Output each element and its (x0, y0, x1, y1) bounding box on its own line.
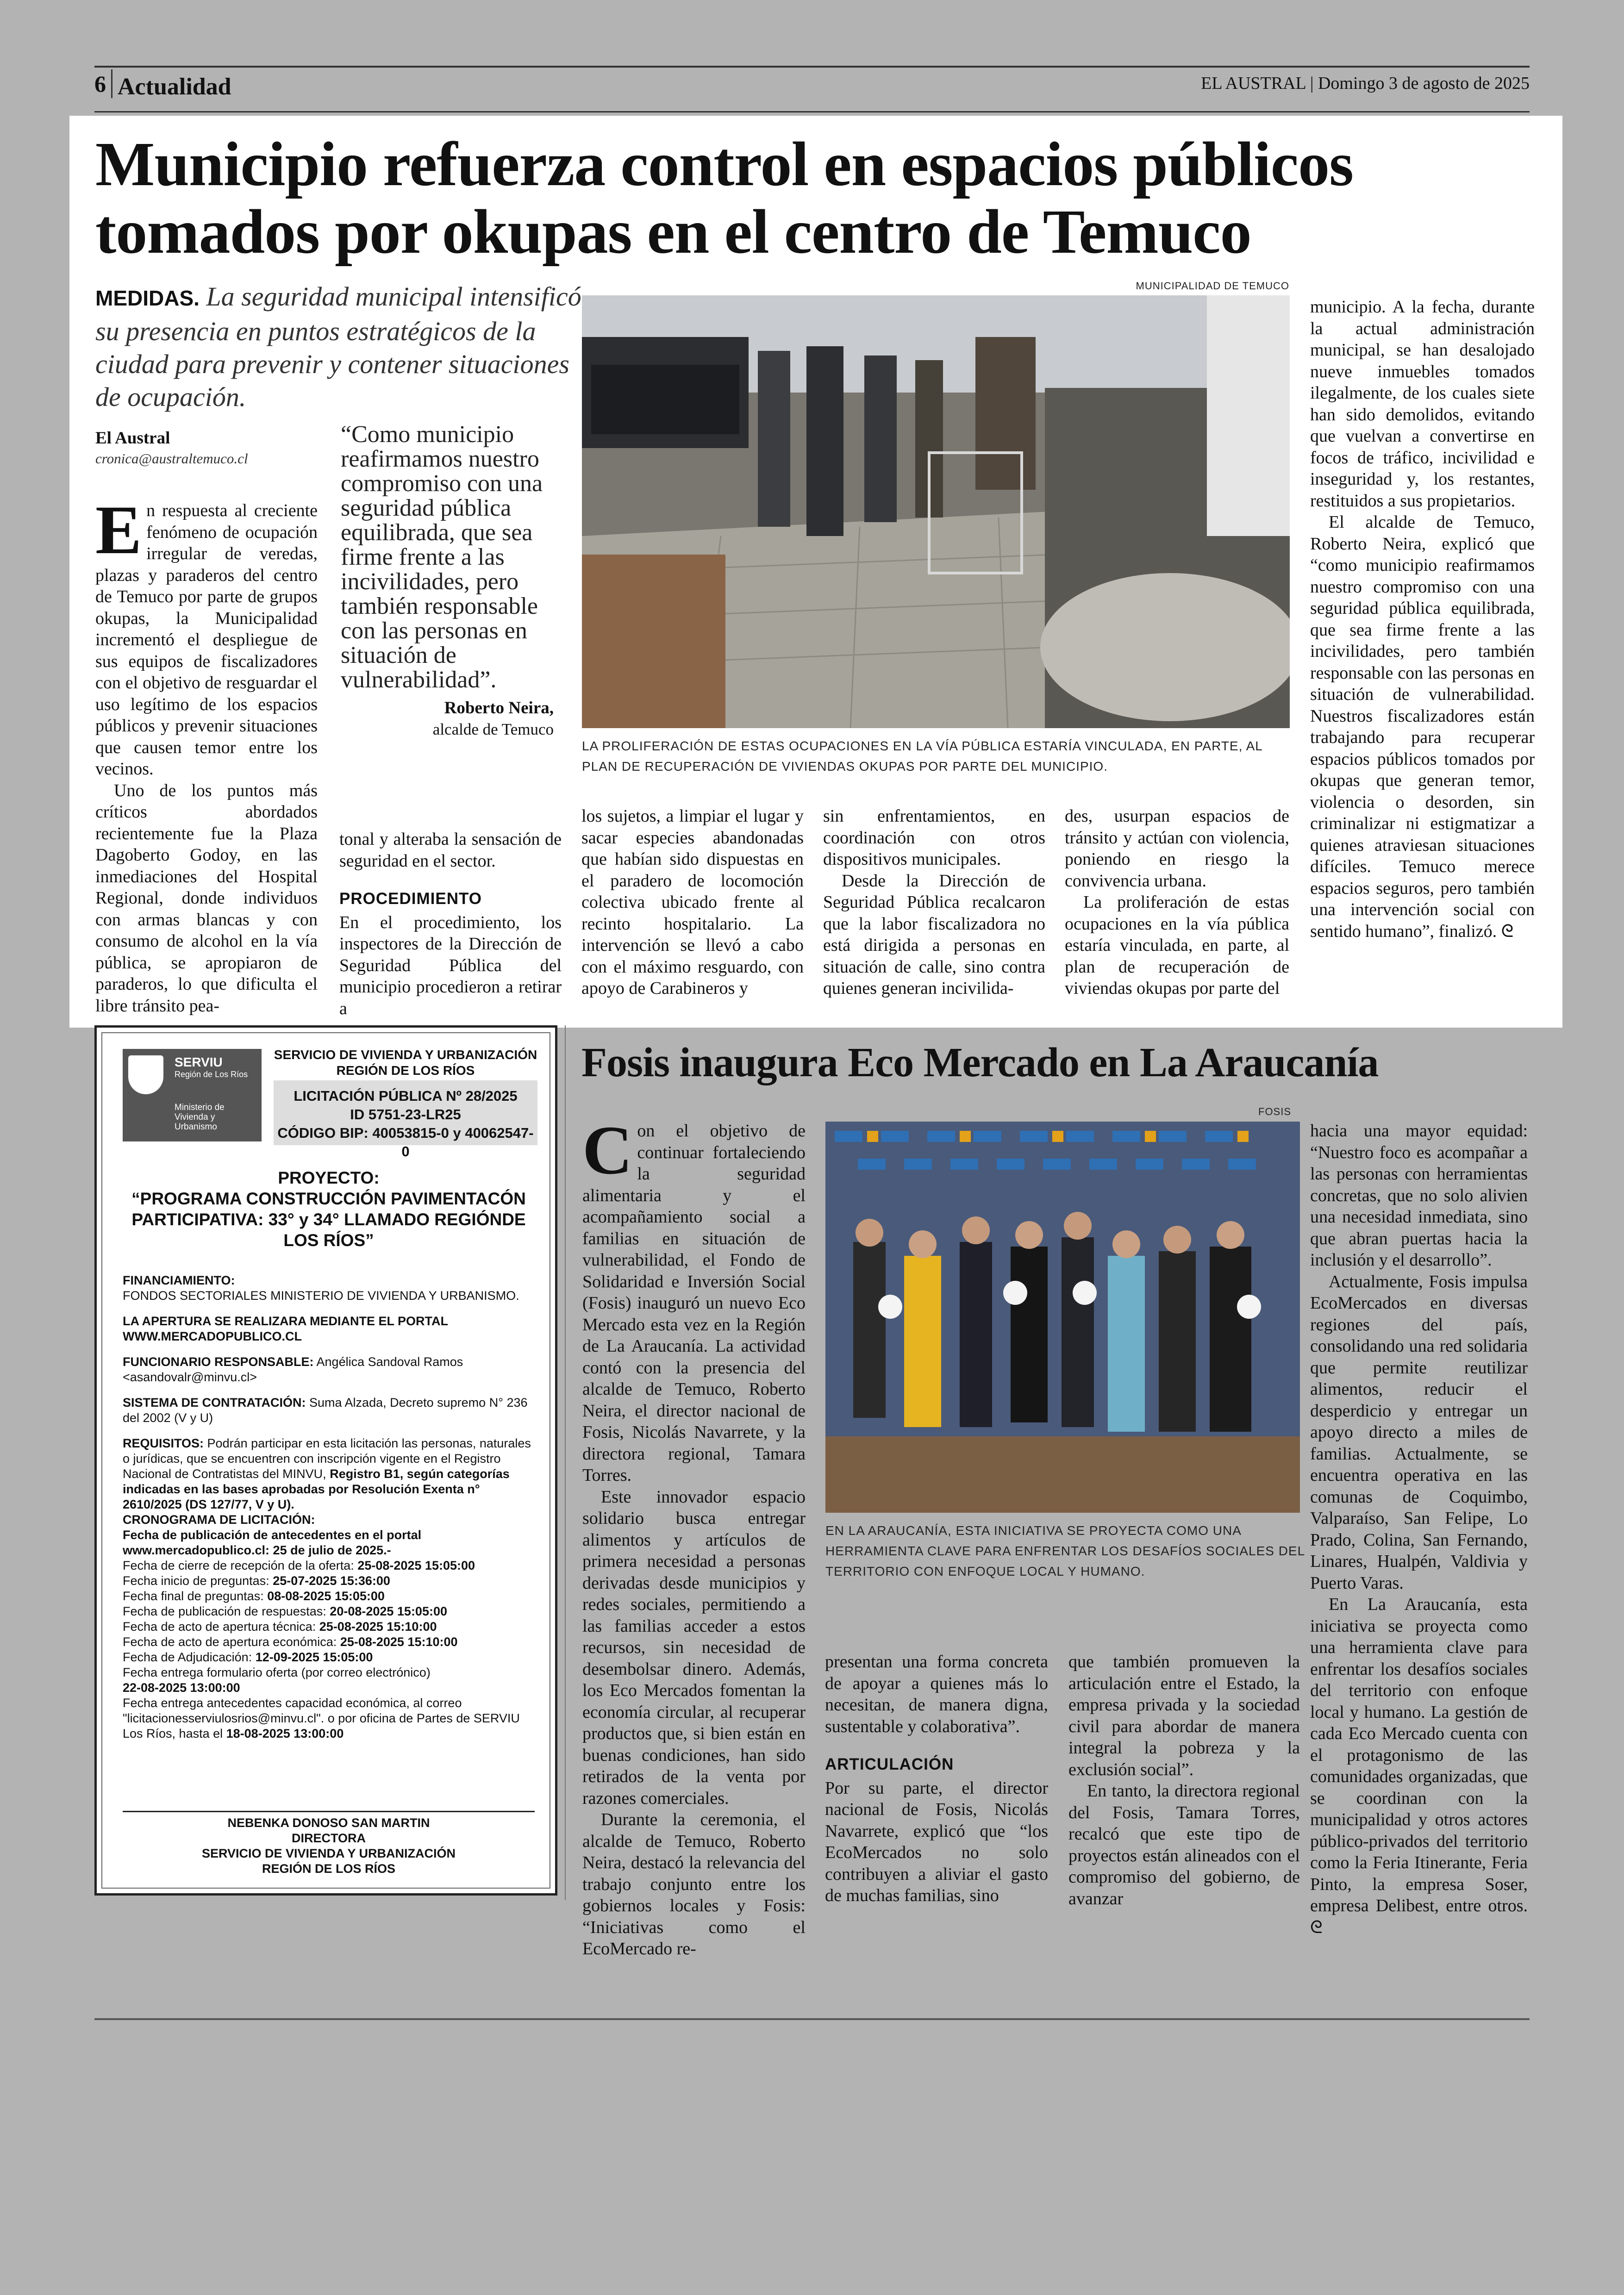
schedule-row-label: Fecha final de preguntas: (123, 1589, 264, 1603)
signer-service: SERVICIO DE VIVIENDA Y URBANIZACIÓN (201, 1846, 456, 1860)
paragraph: los sujetos, a limpiar el lugar y sacar especies abandonadas que habían sido dispuestas en el paradero de locomoción colectiva ubicado frente al recinto hospitalario. La intervención se llevó a cabo con el máximo resguardo, con apoyo de Carabineros y (581, 806, 804, 998)
portal-note[interactable]: LA APERTURA SE REALIZARA MEDIANTE EL PORTAL WWW.MERCADOPUBLICO.CL (123, 1314, 448, 1343)
paragraph: des, usurpan espacios de tránsito y actúan con violencia, poniendo en riesgo la convivencia urbana. (1065, 806, 1289, 891)
schedule-row-value: 25-07-2025 15:36:00 (273, 1574, 390, 1588)
paragraph: Por su parte, el director nacional de Fosis, Nicolás Navarrete, explicó que “los EcoMercados no solo contribuyen a aliviar el gasto de muchas familias, sino (825, 1778, 1048, 1905)
street-photo (582, 295, 1290, 728)
paragraph: En el procedimiento, los inspectores de la Dirección de Seguridad Pública del municipio procedieron a retirar a (339, 912, 562, 1018)
event-photo (825, 1122, 1300, 1513)
form-delivery-value: 22-08-2025 13:00:00 (123, 1681, 240, 1695)
paragraph: Este innovador espacio solidario busca entregar alimentos y artículos de primera necesidad a personas derivadas desde municipios y redes sociales, permitiendo a las familias acceder a estos recursos, sin necesidad de desembolsar dinero. Además, los Eco Mercados fomentan la economía circular, al recuperar productos que, si bien están en buenas condiciones, han sido retirados de la venta por razones comerciales. (582, 1487, 806, 1808)
photo-caption: EN LA ARAUCANÍA, ESTA INICIATIVA SE PROYECTA COMO UNA HERRAMIENTA CLAVE PARA ENFRENTAR LOS DESAFÍOS SOCIALES DEL TERRITORIO CON ENFOQUE LOCAL Y HUMANO. (825, 1523, 1305, 1578)
article-column-5 (1065, 805, 1289, 999)
paragraph: presentan una forma concreta de apoyar a quienes más lo necesitan, de manera digna, sustentable y colaborativa”. (825, 1652, 1048, 1736)
article-eco-mercado (569, 1025, 1532, 1958)
schedule-row-value: 25-08-2025 15:10:00 (319, 1620, 437, 1634)
header-rule (94, 111, 1530, 112)
form-delivery-label: Fecha entrega formulario oferta (por correo electrónico) (123, 1665, 431, 1679)
paragraph: hacia una mayor equidad: “Nuestro foco es acompañar a las personas con herramientas concretas, que no solo alivien una necesidad inmediata, sino que abran puertas hacia la inclusión y el desarrollo”. (1310, 1121, 1528, 1270)
tender-notice (94, 1025, 557, 1896)
article-column-3 (1068, 1651, 1300, 1909)
paragraph: Uno de los puntos más críticos abordados recientemente fue la Plaza Dagoberto Godoy, en las inmediaciones del Hospital Regional, donde individuos con armas blancas y con consumo de alcohol en la vía pública, se apropiaron de paraderos, lo que dificulta el libre tránsito pea- (95, 780, 318, 1016)
schedule-row-value: 08-08-2025 15:05:00 (267, 1589, 385, 1603)
coat-of-arms-icon (128, 1055, 163, 1094)
article-column-2 (339, 829, 562, 1019)
signature-block (123, 1815, 535, 1877)
signer-name: NEBENKA DONOSO SAN MARTIN (227, 1816, 430, 1830)
article-column-3 (581, 805, 804, 999)
schedule-row-label: Fecha inicio de preguntas: (123, 1574, 269, 1588)
schedule-row-label: Fecha de acto de apertura técnica: (123, 1620, 316, 1634)
signer-role: DIRECTORA (291, 1831, 366, 1845)
end-mark-icon: ᘓ (1501, 921, 1514, 941)
quote-author: Roberto Neira, (444, 698, 554, 717)
capacity-value: 18-08-2025 13:00:00 (226, 1727, 344, 1740)
paragraph: Durante la ceremonia, el alcalde de Temuco, Roberto Neira, destacó la relevancia del trabajo conjunto entre los gobiernos locales y Fosis: “Iniciativas como el EcoMercado re- (582, 1810, 806, 1958)
tender-identifiers (274, 1080, 537, 1160)
photo-credit: MUNICIPALIDAD DE TEMUCO (1136, 280, 1289, 292)
masthead-date (1201, 73, 1530, 94)
paragraph: tonal y alteraba la sensación de seguridad en el sector. (339, 829, 562, 871)
event-photo-image (825, 1122, 1300, 1513)
page-number: 6 (94, 71, 106, 97)
tender-id: ID 5751-23-LR25 (350, 1106, 461, 1123)
byline-email[interactable]: cronica@australtemuco.cl (95, 450, 248, 467)
requirements-bold: Registro B1, según categorías indicadas en las bases aprobadas por Resolución Exenta n° 2610/2025 (DS 127/77, V y U). (123, 1467, 510, 1511)
schedule-row (123, 1650, 535, 1665)
responsible-officer (123, 1354, 535, 1385)
paragraph: La proliferación de estas ocupaciones en la vía pública estaría vinculada, en parte, al plan de recuperación de viviendas okupas por parte del (1065, 892, 1289, 998)
bottom-rule (94, 2018, 1530, 2020)
subhead: PROCEDIMIENTO (339, 890, 482, 908)
masthead-divider: | (1310, 74, 1318, 93)
paragraph-text: En La Araucanía, esta iniciativa se proyecta como una herramienta clave para enfrentar los desafíos sociales del territorio con enfoque local y humano. La gestión de cada Eco Mercado cuenta con el protagonismo de las comunidades organizadas, que se coordinan con la municipalidad y otros actores público-privados del territorio como la Feria Itinerante, Feria Pinto, la empresa Soser, empresa Delibest, entre otros. (1310, 1595, 1528, 1915)
issue-date: Domingo 3 de agosto de 2025 (1318, 74, 1530, 93)
paragraph (1310, 1594, 1528, 1938)
schedule-row-label: Fecha de Adjudicación: (123, 1650, 252, 1664)
bip-code: CÓDIGO BIP: 40053815-0 y 40062547-0 (277, 1125, 534, 1160)
notice-body (123, 1273, 535, 1741)
article-title: Fosis inaugura Eco Mercado en La Araucanía (581, 1040, 1379, 1085)
capacity-delivery (123, 1696, 535, 1741)
paragraph-text: El alcalde de Temuco, Roberto Neira, explicó que “como municipio reafirmamos nuestro compromiso con una seguridad pública equilibrada, que sea firme frente a las incivilidades, pero también responsable con las personas en situación de vulnerabilidad. Nuestros fiscalizadores están trabajando para recuperar espacios públicos tomados por okupas que generan temor, violencia o desorden, sin criminalizar ni estigmatizar a quienes atraviesan situaciones difíciles. Temuco merece espacios seguros, pero también una intervención social con sentido humano”, finalizó. (1310, 512, 1535, 941)
system-text: Suma Alzada, Decreto supremo N° 236 del 2002 (V y U) (123, 1396, 528, 1425)
end-mark-icon: ᘓ (1310, 1917, 1323, 1937)
capacity-text: Fecha entrega antecedentes capacidad económica, al correo "licitacionesserviulosrios@minvu.cl". o por oficina de Partes de SERVIU Los Ríos, hasta el (123, 1696, 520, 1740)
project-title (123, 1167, 535, 1251)
schedule-row (123, 1604, 535, 1619)
schedule-row-label: Fecha de acto de apertura económica: (123, 1635, 337, 1649)
notice-header: SERVICIO DE VIVIENDA Y URBANIZACIÓN REGIÓN DE LOS RÍOS (274, 1048, 537, 1078)
paragraph: sin enfrentamientos, en coordinación con otros dispositivos municipales. (823, 806, 1045, 869)
article-column-2 (825, 1651, 1048, 1907)
logo-ministry: Ministerio de Vivienda y Urbanismo (175, 1103, 225, 1132)
financing-label: FINANCIAMIENTO: (123, 1273, 235, 1287)
schedule-publication: Fecha de publicación de antecedentes en el portal www.mercadopublico.cl: 25 de julio de 2025.- (123, 1528, 422, 1557)
project-name: “PROGRAMA CONSTRUCCIÓN PAVIMENTACÓN PARTICIPATIVA: 33° y 34° LLAMADO REGIÓNDE LOS RÍOS” (131, 1189, 526, 1250)
logo-region: Región de Los Ríos (175, 1070, 248, 1079)
logo-title: SERVIU (175, 1055, 223, 1069)
schedule-list (123, 1558, 535, 1741)
schedule-row (123, 1573, 535, 1589)
kicker-label: MEDIDAS. (95, 286, 200, 310)
paragraph: Desde la Dirección de Seguridad Pública recalcaron que la labor fiscalizadora no está dirigida a personas en situación de calle, sino contra quienes generan incivilida- (823, 871, 1045, 998)
drop-cap: E (95, 492, 142, 568)
top-rule (94, 66, 1530, 68)
schedule-label: CRONOGRAMA DE LICITACIÓN: (123, 1513, 315, 1527)
schedule-row-label: Fecha de publicación de respuestas: (123, 1604, 326, 1618)
tender-number: LICITACIÓN PÚBLICA Nº 28/2025 (294, 1088, 518, 1104)
article-column-6 (1310, 296, 1535, 942)
requirements-text: Podrán participar en esta licitación las personas, naturales o jurídicas, que se encuentren con inscripción vigente en el Registro Nacional de Contratistas del MINVU, (123, 1436, 531, 1481)
schedule-row-value: 12-09-2025 15:05:00 (255, 1650, 373, 1664)
byline-author: El Austral (95, 429, 170, 448)
page-number-divider (111, 69, 112, 98)
financing-text: FONDOS SECTORIALES MINISTERIO DE VIVIENDA Y URBANISMO. (123, 1289, 519, 1303)
schedule-row-value: 25-08-2025 15:05:00 (357, 1559, 475, 1572)
pull-quote: “Como municipio reafirmamos nuestro compromiso con una seguridad pública equilibrada, que sea firme frente a las incivilidades, pero también responsable con las personas en situación de vulnerabilidad”. (341, 421, 543, 693)
requirements-label: REQUISITOS: (123, 1436, 204, 1450)
schedule-row (123, 1619, 535, 1634)
paragraph: municipio. A la fecha, durante la actual administración municipal, se han desalojado nueve inmuebles tomados ilegalmente, de los cuales siete han sido demolidos, evitando que vuelvan a convertirse en focos de tráfico, incivilidad e inseguridad y, los restantes, restituidos a sus propietarios. (1310, 297, 1535, 511)
system-label: SISTEMA DE CONTRATACIÓN: (123, 1396, 306, 1409)
paragraph (1310, 511, 1535, 942)
financing (123, 1273, 535, 1303)
subhead: ARTICULACIÓN (825, 1755, 954, 1773)
article-column-4 (1310, 1120, 1528, 1938)
article-column-4 (823, 805, 1045, 999)
article-column-1 (582, 1112, 806, 1960)
schedule-row-value: 20-08-2025 15:05:00 (330, 1604, 447, 1618)
schedule-row (123, 1634, 535, 1650)
paragraph: on el objetivo de continuar fortaleciendo la seguridad alimentaria y el acompañamiento social a familias en situación de vulnerabilidad, el Fondo de Solidaridad e Inversión Social (Fosis) inauguró un nuevo Eco Mercado esta vez en la Región de La Araucanía. La actividad contó con la presencia del alcalde de Temuco, Roberto Neira, el director nacional de Fosis, Nicolás Navarrete, y la directora regional, Tamara Torres. (582, 1121, 806, 1485)
schedule-row (123, 1589, 535, 1604)
logo-name (175, 1056, 248, 1080)
section-name: Actualidad (118, 74, 231, 100)
street-photo-image (582, 295, 1290, 728)
photo-caption: LA PROLIFERACIÓN DE ESTAS OCUPACIONES EN LA VÍA PÚBLICA ESTARÍA VINCULADA, EN PARTE, AL PLAN DE RECUPERACIÓN DE VIVIENDAS OKUPAS POR PARTE DEL MUNICIPIO. (582, 739, 1262, 773)
quote-author-role: alcalde de Temuco (432, 720, 554, 738)
photo-credit: FOSIS (1258, 1106, 1292, 1117)
article-title: Municipio refuerza control en espacios públicos tomados por okupas en el centro de Temuco (95, 130, 1354, 267)
paragraph: En tanto, la directora regional del Fosis, Tamara Torres, recalcó que este tipo de proyectos están alineados con el compromiso del gobierno, de avanzar (1068, 1781, 1300, 1908)
officer-label: FUNCIONARIO RESPONSABLE: (123, 1355, 314, 1369)
article-okupas (69, 116, 1562, 1028)
signer-region: REGIÓN DE LOS RÍOS (262, 1862, 396, 1876)
paragraph: Actualmente, Fosis impulsa EcoMercados en diversas regiones del país, consolidando una red solidaria que permite reutilizar alimentos, reducir el desperdicio y entregar un apoyo directo a miles de familias. Actualmente, se encuentra operativa en las comunas de Coquimbo, Valparaíso, San Felipe, Lo Prado, Colina, San Fernando, Linares, Hualpén, Valdivia y Puerto Varas. (1310, 1272, 1528, 1593)
column-divider (565, 1025, 566, 1900)
schedule-row-value: 25-08-2025 15:10:00 (340, 1635, 458, 1649)
paragraph: n respuesta al creciente fenómeno de ocupación irregular de veredas, plazas y paraderos del centro de Temuco por parte de grupos okupas, la Municipalidad incrementó el despliegue de sus equipos de fiscalizadores con el objetivo de resguardar el uso legítimo de los espacios públicos y prevenir situaciones que causen temor entre los vecinos. (95, 501, 318, 779)
officer-text: Angélica Sandoval Ramos <asandovalr@minvu.cl> (123, 1355, 463, 1384)
article-kicker (95, 280, 586, 413)
project-label: PROYECTO: (278, 1168, 380, 1187)
drop-cap: C (582, 1112, 633, 1189)
schedule-row (123, 1558, 535, 1573)
tender-notice-frame (101, 1032, 550, 1889)
requirements (123, 1436, 535, 1512)
paragraph: que también promueven la articulación entre el Estado, la empresa privada y la sociedad civil para abordar de manera integral la pobreza y la exclusión social”. (1068, 1652, 1300, 1779)
serviu-logo (123, 1049, 262, 1141)
kicker-text: La seguridad municipal intensificó su presencia en puntos estratégicos de la ciudad para prevenir y contener situaciones de ocupación. (95, 281, 581, 412)
schedule-row-label: Fecha de cierre de recepción de la oferta: (123, 1559, 354, 1572)
signature-divider (123, 1811, 535, 1812)
newspaper-name: EL AUSTRAL (1201, 74, 1306, 93)
contract-system (123, 1395, 535, 1426)
